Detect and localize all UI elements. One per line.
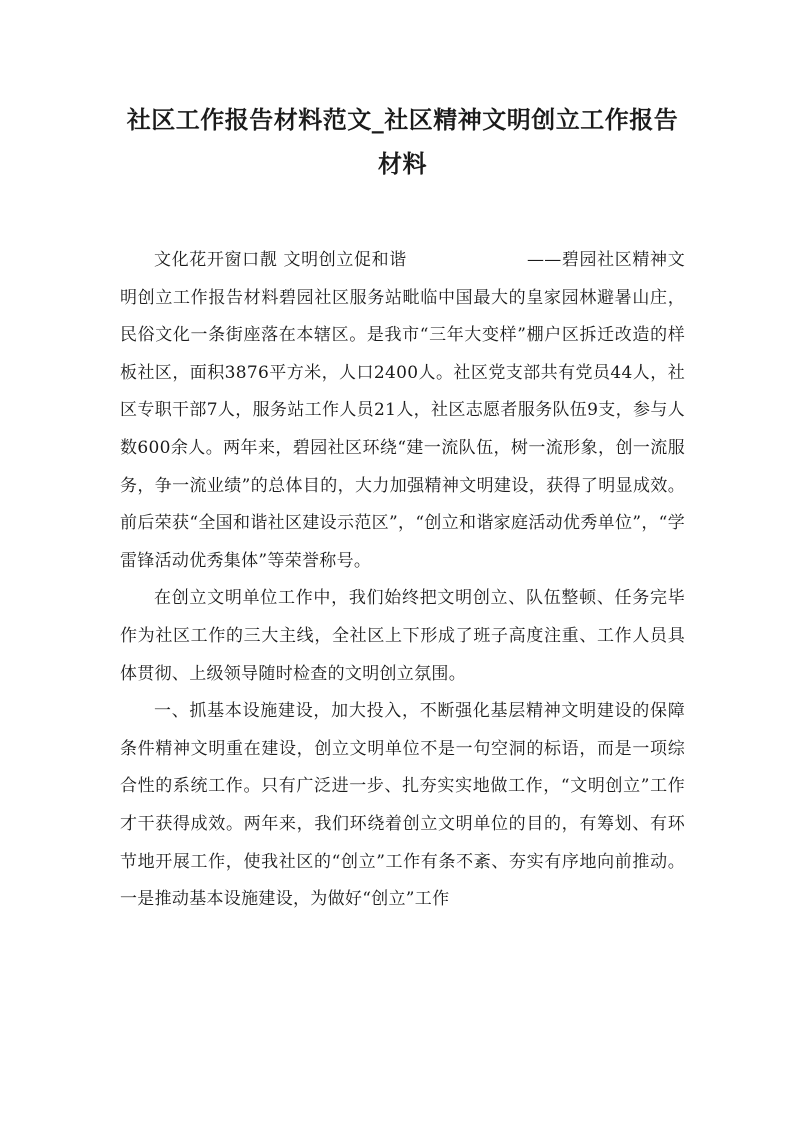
intro-paragraph [120,242,685,580]
subtitle-attribution: ——碧园社区 [526,250,633,270]
body-paragraph: 在创立文明单位工作中，我们始终把文明创立、队伍整顿、任务完毕作为社区工作的三大主线，全社区上下形成了班子高度注重、工作人员具体贯彻、上级领导随时检查的文明创立氛围。 [120,588,685,684]
document-title: 社区工作报告材料范文_社区精神文明创立工作报告材料 [126,105,679,178]
paragraph-text: 精神文明创立工作报告材料碧园社区服务站毗临中国最大的皇家园林避暑山庄，民俗文化一条街座落在本辖区。是我市“三年大变样”棚户区拆迁改造的样板社区，面积3876平方米，人口2400人。社区党支部共有党员44人，社区专职干部7人，服务站工作人员21人，社区志愿者服务队伍9支，参与人数600余人。两年来，碧园社区环绕“建一流队伍，树一流形象，创一流服务，争一流业绩”的总体目的，大力加强精神文明建设，获得了明显成效。前后荣获“全国和谐社区建设示范区”，“创立和谐家庭活动优秀单位”，“学雷锋活动优秀集体”等荣誉称号。 [120,250,685,571]
document-page [120,98,685,919]
body-paragraph: 一、抓基本设施建设，加大投入，不断强化基层精神文明建设的保障条件精神文明重在建设，创立文明单位不是一句空洞的标语，而是一项综合性的系统工作。只有广泛进一步、扎夯实实地做工作，“文明创立”工作才干获得成效。两年来，我们环绕着创立文明单位的目的，有筹划、有环节地开展工作，使我社区的“创立”工作有条不紊、夯实有序地向前推动。一是推动基本设施建设，为做好“创立”工作 [120,701,685,910]
document-body [120,242,685,919]
document-subtitle: 文化花开窗口靓 文明创立促和谐 [154,250,407,270]
